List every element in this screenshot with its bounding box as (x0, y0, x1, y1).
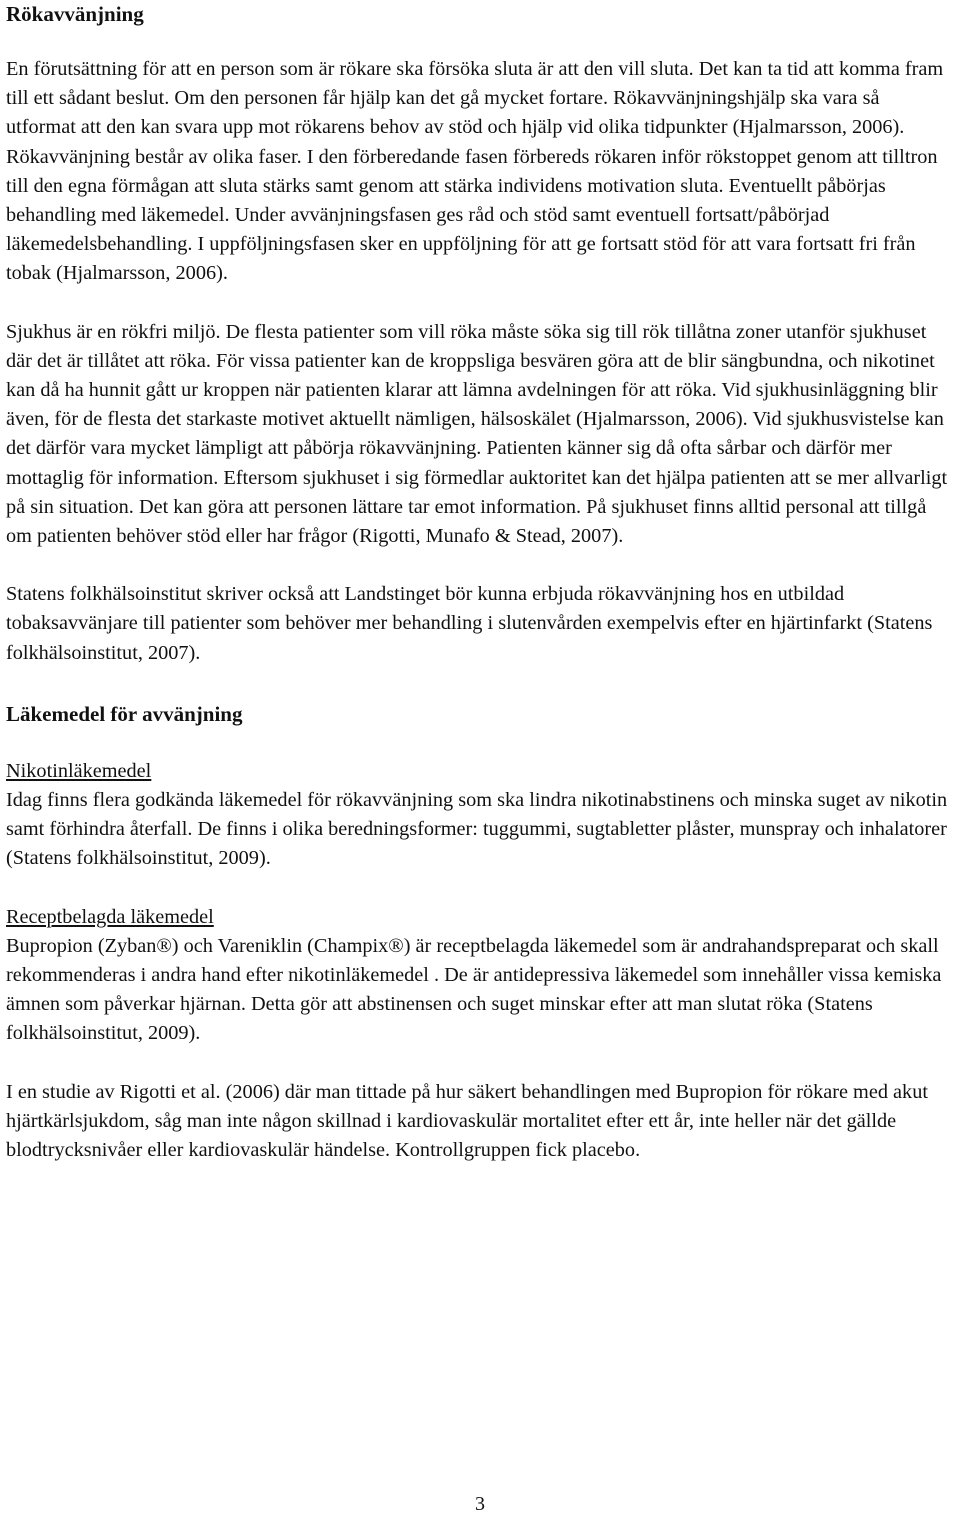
paragraph-nikotinlakemedel: Idag finns flera godkända läkemedel för rökavvänjning som ska lindra nikotinabstinens och minska suget av nikotin samt förhindra återfall. De finns i olika beredningsformer: tuggummi, sugtabletter plåster, munspray och inhalatorer (Statens folkhälsoinstitut, 2009). (6, 789, 948, 870)
subheading-receptbelagda: Receptbelagda läkemedel (6, 905, 214, 928)
paragraph-motivation: En förutsättning för att en person som är rökare ska försöka sluta är att den vill sluta. Det kan ta tid att komma fram till ett sådant beslut. Om den personen får hjälp kan det gå mycket fortare. Rökavvänjningshjälp ska vara så utformat att den kan svara upp mot rökarens behov av stöd och hjälp vid olika tidpunkter (Hjalmarsson, 2006). Rökavvänjning består av olika faser. I den förberedande fasen förbereds rökaren inför rökstoppet genom att tilltron till den egna förmågan att sluta stärks samt genom att stärka individens motivation sluta. Eventuellt påbörjas behandling med läkemedel. Under avvänjningsfasen ges råd och stöd samt eventuell fortsatt/påbörjad läkemedelsbehandling. I uppföljningsfasen sker en uppföljning för att ge fortsatt stöd för att vara fortsatt fri från tobak (Hjalmarsson, 2006). (6, 58, 944, 285)
section-heading-rokavvanjning: Rökavvänjning (6, 2, 144, 26)
paragraph-receptbelagda: Bupropion (Zyban®) och Vareniklin (Champix®) är receptbelagda läkemedel som är andrahandspreparat och skall rekommenderas i andra hand efter nikotinläkemedel . De är antidepressiva läkemedel som innehåller vissa kemiska ämnen som påverkar hjärnan. Detta gör att abstinensen och suget minskar efter att man slutat röka (Statens folkhälsoinstitut, 2009). (6, 934, 942, 1045)
document-page (6, 0, 954, 1165)
section-heading-lakemedel: Läkemedel för avvänjning (6, 701, 243, 726)
page-number: 3 (475, 1493, 485, 1515)
paragraph-hospital: Sjukhus är en rökfri miljö. De flesta patienter som vill röka måste söka sig till rök tillåtna zoner utanför sjukhuset där det är tillåtet att röka. För vissa patienter kan de kroppsliga besvären göra att de blir sängbundna, och nikotinet kan då ha hunnit gått ur kroppen när patienten klarar att lämna avdelningen för att röka. Vid sjukhusinläggning blir även, för de flesta det starkaste motivet aktuellt nämligen, hälsoskälet (Hjalmarsson, 2006). Vid sjukhusvistelse kan det därför vara mycket lämpligt att påbörja rökavvänjning. Patienten känner sig då ofta sårbar och därför mer mottaglig för information. Eftersom sjukhuset i sig förmedlar auktoritet kan det hjälpa patienten att se mer allvarligt på sin situation. Det kan göra att personen lättare tar emot information. På sjukhuset finns alltid personal att tillgå om patienten behöver stöd eller har frågor (Rigotti, Munafo & Stead, 2007). (6, 320, 948, 548)
subheading-nikotinlakemedel: Nikotinläkemedel (6, 759, 152, 782)
paragraph-folkhalsoinstitut: Statens folkhälsoinstitut skriver också att Landstinget bör kunna erbjuda rökavvänjning hos en utbildad tobaksavvänjare till patienter som behöver mer behandling i slutenvården exempelvis efter en hjärtinfarkt (Statens folkhälsoinstitut, 2007). (6, 583, 933, 664)
paragraph-studie: I en studie av Rigotti et al. (2006) där man tittade på hur säkert behandlingen med Bupropion för rökare med akut hjärtkärlsjukdom, såg man inte någon skillnad i kardiovaskulär mortalitet efter ett år, inte heller när det gällde blodtrycksnivåer eller kardiovaskulär händelse. Kontrollgruppen fick placebo. (6, 1080, 928, 1162)
